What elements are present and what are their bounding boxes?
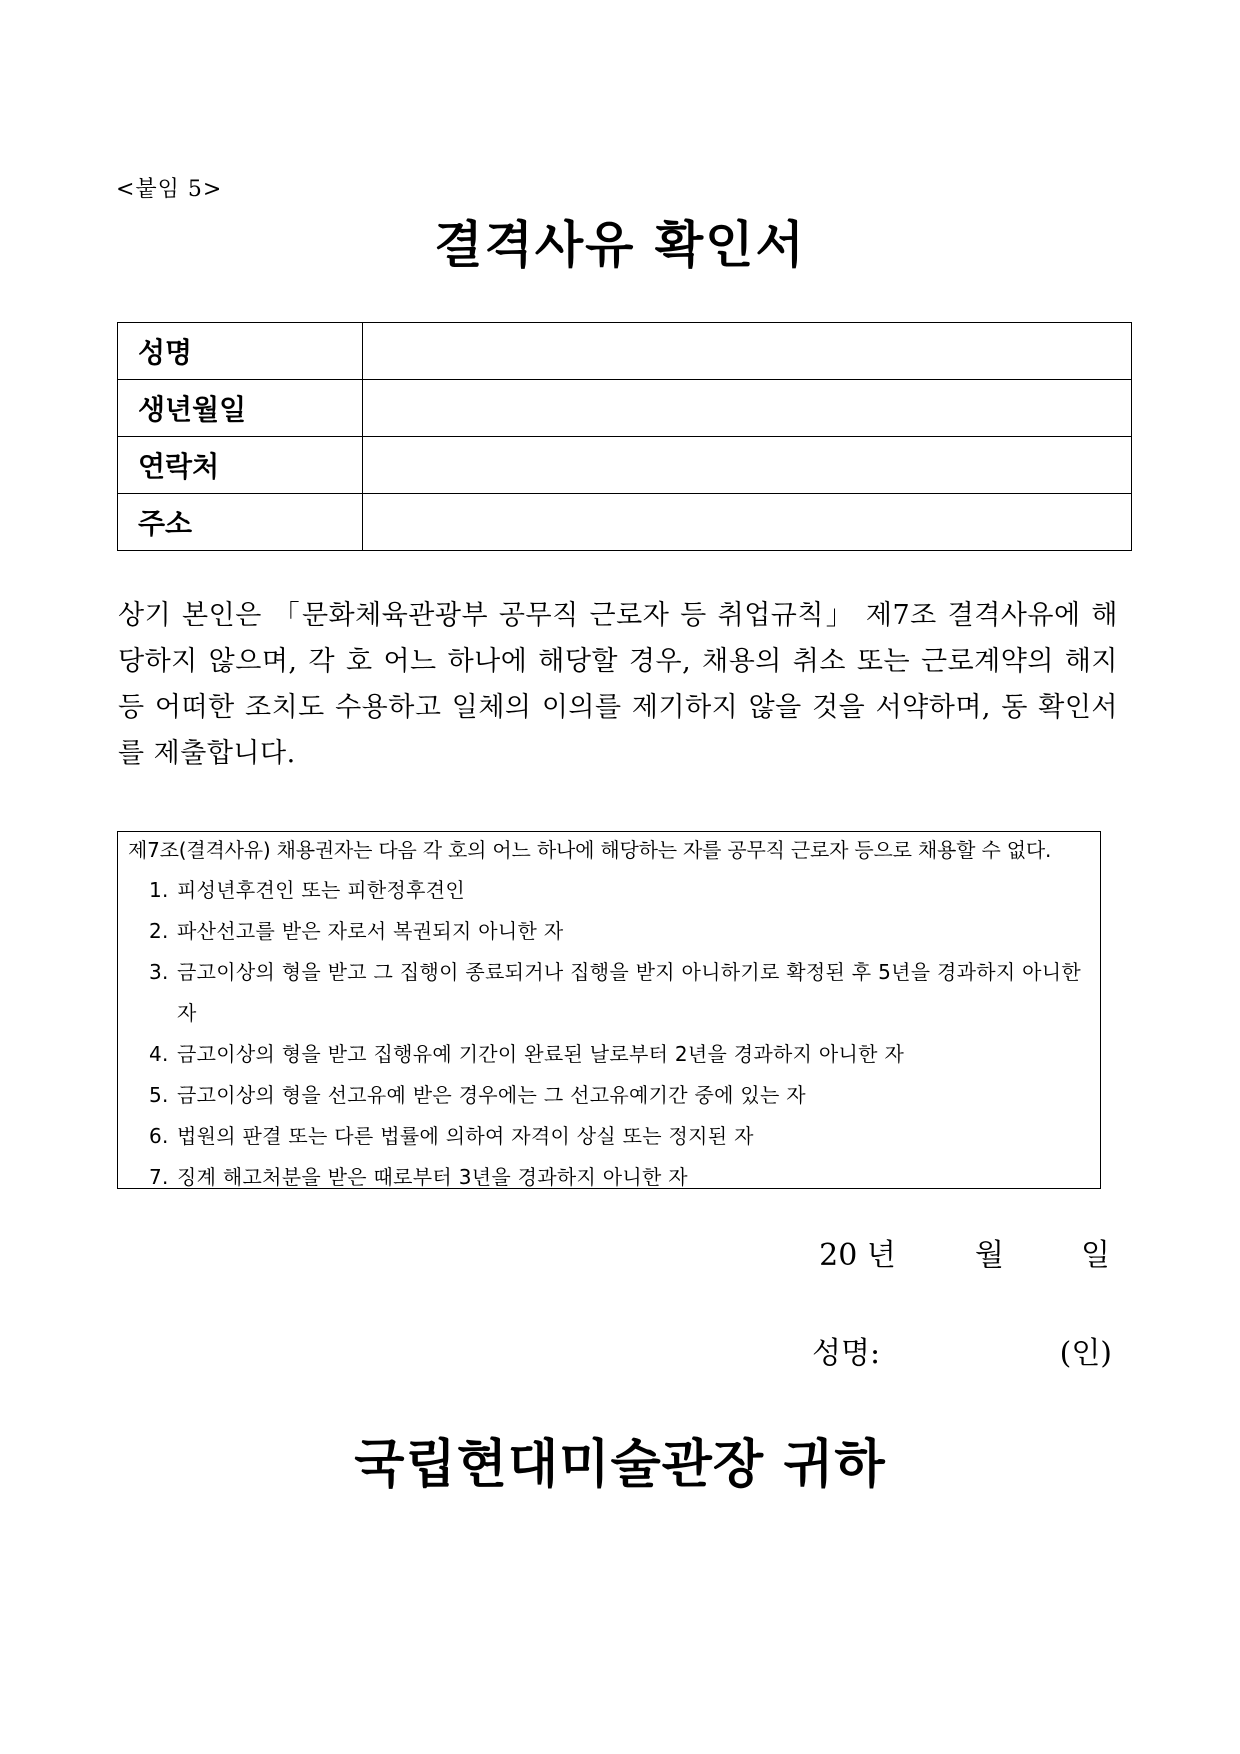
item-number: 1. xyxy=(149,878,169,902)
info-label: 주소 xyxy=(118,494,363,551)
date-day-label: 일 xyxy=(1081,1238,1110,1273)
info-label: 생년월일 xyxy=(118,380,363,437)
item-text: 금고이상의 형을 받고 그 집행이 종료되거나 집행을 받지 아니하기로 확정된 후 5년을 경과하지 아니한 자 xyxy=(177,960,1081,1025)
article-items-list xyxy=(118,870,1102,1198)
info-row-contact xyxy=(118,437,1132,494)
pledge-statement: 상기 본인은 「문화체육관광부 공무직 근로자 등 취업규칙」 제7조 결격사유에 해당하지 않으며, 각 호 어느 하나에 해당할 경우, 채용의 취소 또는 근로계약의 해지 등 어떠한 조치도 수용하고 일체의 이의를 제기하지 않을 것을 서약하며, 동 확인서를 제출합니다. xyxy=(118,600,1118,769)
list-item xyxy=(118,1075,1102,1116)
item-text: 피성년후견인 또는 피한정후견인 xyxy=(177,878,465,902)
document-title: 결격사유 확인서 xyxy=(434,216,806,274)
name-field[interactable] xyxy=(363,323,1132,380)
signature-label: 성명: xyxy=(812,1336,881,1371)
item-text: 금고이상의 형을 선고유예 받은 경우에는 그 선고유예기간 중에 있는 자 xyxy=(177,1083,806,1107)
list-item xyxy=(118,1116,1102,1157)
item-text: 파산선고를 받은 자로서 복권되지 아니한 자 xyxy=(177,919,564,943)
contact-field[interactable] xyxy=(363,437,1132,494)
list-item xyxy=(118,1157,1102,1198)
item-number: 2. xyxy=(149,919,169,943)
item-number: 4. xyxy=(149,1042,169,1066)
recipient-addressee: 국립현대미술관장 귀하 xyxy=(354,1435,886,1495)
item-number: 3. xyxy=(149,960,169,984)
seal-mark: (인) xyxy=(1059,1336,1112,1371)
birthdate-field[interactable] xyxy=(363,380,1132,437)
date-month-label: 월 xyxy=(974,1238,1004,1273)
list-item xyxy=(118,870,1102,911)
applicant-info-table xyxy=(117,322,1132,551)
attachment-label: <붙임 5> xyxy=(116,177,223,202)
item-text: 법원의 판결 또는 다른 법률에 의하여 자격이 상실 또는 정지된 자 xyxy=(177,1124,754,1148)
item-number: 5. xyxy=(149,1083,169,1107)
info-label: 성명 xyxy=(118,323,363,380)
info-row-name xyxy=(118,323,1132,380)
date-year-prefix: 20 xyxy=(819,1238,858,1273)
date-year-label: 년 xyxy=(866,1238,896,1273)
list-item xyxy=(118,911,1102,952)
item-number: 7. xyxy=(149,1165,169,1189)
info-row-birthdate xyxy=(118,380,1132,437)
item-text: 징계 해고처분을 받은 때로부터 3년을 경과하지 아니한 자 xyxy=(177,1165,688,1189)
date-line xyxy=(819,1230,1110,1274)
article-heading: 제7조(결격사유) 채용권자는 다음 각 호의 어느 하나에 해당하는 자를 공무직 근로자 등으로 채용할 수 없다. xyxy=(128,838,1052,862)
info-row-address xyxy=(118,494,1132,551)
address-field[interactable] xyxy=(363,494,1132,551)
info-label: 연락처 xyxy=(118,437,363,494)
disqualification-article-box xyxy=(117,831,1101,1189)
list-item xyxy=(118,952,1102,1034)
signature-line xyxy=(812,1328,1112,1372)
item-number: 6. xyxy=(149,1124,169,1148)
list-item xyxy=(118,1034,1102,1075)
item-text: 금고이상의 형을 받고 집행유예 기간이 완료된 날로부터 2년을 경과하지 아니한 자 xyxy=(177,1042,905,1066)
